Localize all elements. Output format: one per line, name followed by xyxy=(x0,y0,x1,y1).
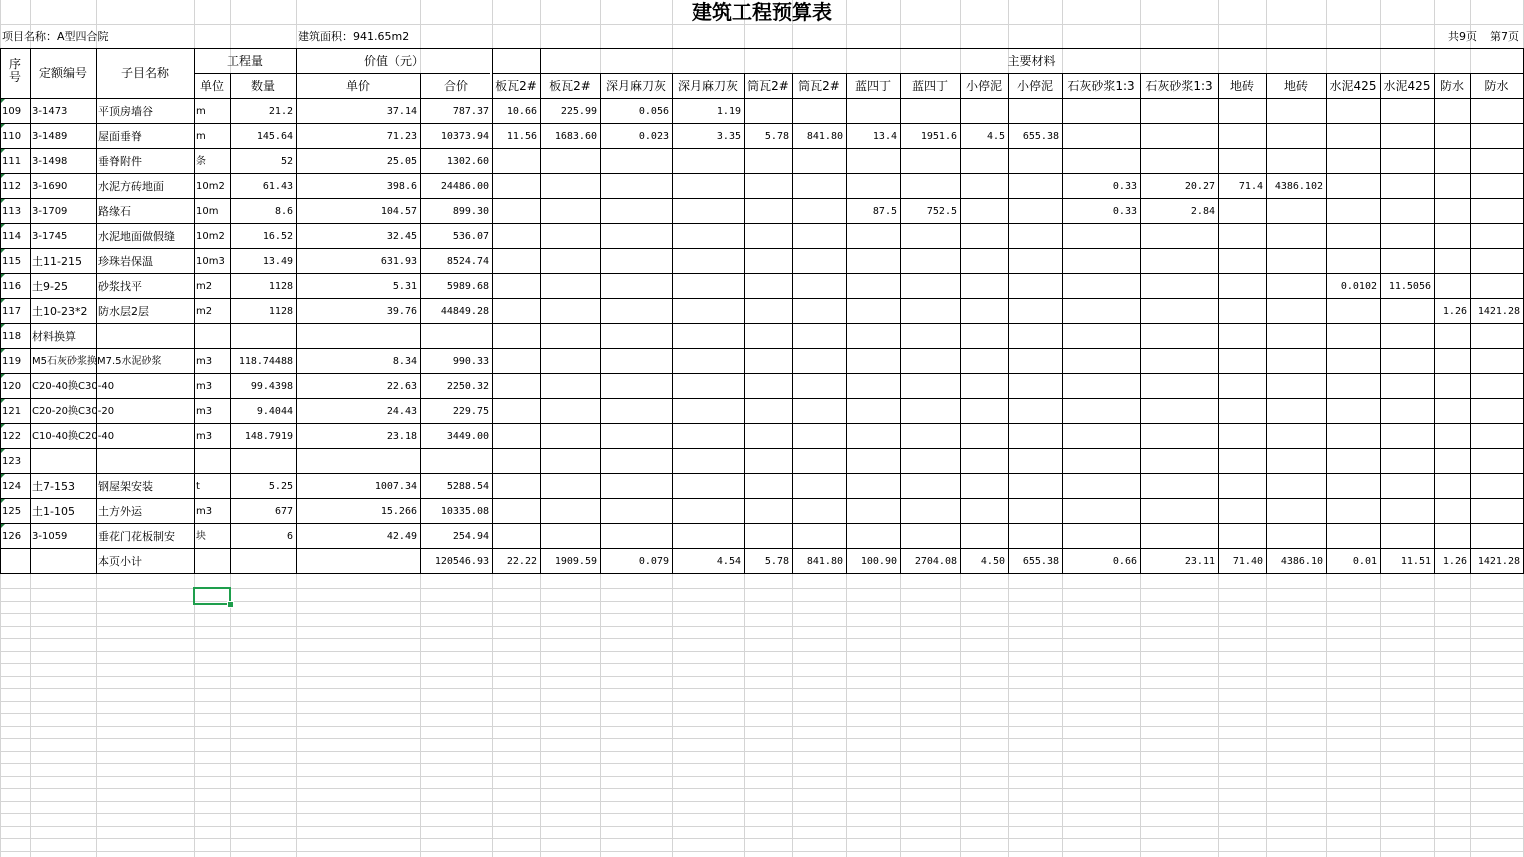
table-cell: 1.26 xyxy=(1442,306,1467,317)
table-cell: C20-40换C30-40 xyxy=(32,381,115,392)
table-cell: 8524.74 xyxy=(446,256,489,267)
row-number: 118 xyxy=(2,331,22,342)
table-cell: 20.27 xyxy=(1184,181,1215,192)
row-number: 126 xyxy=(2,531,22,542)
grid-line xyxy=(0,663,1524,664)
table-cell: 土1-105 xyxy=(32,505,75,518)
table-border xyxy=(230,73,231,574)
row-number: 116 xyxy=(2,281,22,292)
table-border xyxy=(1434,73,1435,574)
grid-line xyxy=(0,726,1524,727)
grid-line xyxy=(0,801,1524,802)
selected-cell[interactable] xyxy=(193,587,231,605)
header-material: 地砖 xyxy=(1229,80,1254,93)
table-border xyxy=(744,73,745,574)
header-seq: 序号 xyxy=(8,58,21,84)
comment-marker xyxy=(1,474,5,478)
table-cell: 15.266 xyxy=(380,506,417,517)
table-cell: 1128 xyxy=(268,281,293,292)
table-border xyxy=(96,48,97,574)
table-cell: 148.7919 xyxy=(244,431,293,442)
table-cell: 1007.34 xyxy=(374,481,417,492)
table-cell: 398.6 xyxy=(386,181,417,192)
header-material: 板瓦2# xyxy=(495,80,537,93)
table-cell: 4386.102 xyxy=(1274,181,1323,192)
header-item-name: 子目名称 xyxy=(120,67,169,80)
table-cell: 屋面垂脊 xyxy=(98,130,142,143)
table-cell: 39.76 xyxy=(386,306,417,317)
table-border xyxy=(0,298,1524,299)
grid-line xyxy=(0,751,1524,752)
table-border xyxy=(0,348,1524,349)
grid-line xyxy=(0,613,1524,614)
table-border xyxy=(0,148,1524,149)
header-material: 深月麻刀灰 xyxy=(605,80,666,93)
table-border xyxy=(0,398,1524,399)
header-material: 地砖 xyxy=(1283,80,1308,93)
table-border xyxy=(792,73,793,574)
table-cell: 0.33 xyxy=(1112,181,1137,192)
subtotal-material: 100.90 xyxy=(860,556,897,567)
table-cell: 24.43 xyxy=(386,406,417,417)
table-cell: 水泥地面做假缝 xyxy=(98,230,175,243)
header-material: 深月麻刀灰 xyxy=(677,80,738,93)
table-cell: 42.49 xyxy=(386,531,417,542)
row-number: 119 xyxy=(2,356,22,367)
subtotal-material: 23.11 xyxy=(1184,556,1215,567)
table-cell: 8.34 xyxy=(392,356,417,367)
comment-marker xyxy=(1,349,5,353)
table-cell: 990.33 xyxy=(452,356,489,367)
total-pages: 共9页 xyxy=(1448,30,1477,43)
table-cell: 655.38 xyxy=(1022,131,1059,142)
subtotal-material: 4386.10 xyxy=(1280,556,1323,567)
comment-marker xyxy=(1,399,5,403)
table-cell: 3.35 xyxy=(716,131,741,142)
table-border xyxy=(194,48,195,574)
grid-line xyxy=(0,738,1524,739)
table-cell: 104.57 xyxy=(380,206,417,217)
table-cell: 土11-215 xyxy=(32,255,82,268)
comment-marker xyxy=(1,224,5,228)
table-border xyxy=(960,73,961,574)
table-cell: 5.78 xyxy=(764,131,789,142)
comment-marker xyxy=(1,124,5,128)
table-border xyxy=(0,448,1524,449)
header-total-price: 合价 xyxy=(443,80,468,93)
grid-line xyxy=(0,851,1524,852)
grid-line xyxy=(0,651,1524,652)
table-cell: 3-1489 xyxy=(32,131,68,142)
row-number: 109 xyxy=(2,106,22,117)
grid-line xyxy=(0,676,1524,677)
table-cell: 0.33 xyxy=(1112,206,1137,217)
table-cell: 145.64 xyxy=(256,131,293,142)
row-number: 123 xyxy=(2,456,22,467)
table-cell: 5288.54 xyxy=(446,481,489,492)
header-material: 防水 xyxy=(1439,80,1464,93)
grid-line xyxy=(0,826,1524,827)
table-cell: 787.37 xyxy=(452,106,489,117)
table-cell: 2250.32 xyxy=(446,381,489,392)
table-cell: 1.19 xyxy=(716,106,741,117)
project-name: 项目名称：A型四合院 xyxy=(2,30,109,43)
table-cell: 21.2 xyxy=(268,106,293,117)
table-cell: 536.07 xyxy=(452,231,489,242)
header-materials-group: 主要材料 xyxy=(1007,55,1056,68)
table-cell: 路缘石 xyxy=(98,205,131,218)
table-cell: 87.5 xyxy=(872,206,897,217)
table-cell: 752.5 xyxy=(926,206,957,217)
table-cell: 44849.28 xyxy=(440,306,489,317)
table-cell: m3 xyxy=(196,406,213,417)
table-border xyxy=(672,73,673,574)
table-border xyxy=(1140,73,1141,574)
table-border xyxy=(0,373,1524,374)
header-material: 筒瓦2# xyxy=(747,80,789,93)
comment-marker xyxy=(1,99,5,103)
grid-line xyxy=(0,688,1524,689)
selection-fill-handle[interactable] xyxy=(227,601,234,608)
table-cell: 23.18 xyxy=(386,431,417,442)
table-cell: 3449.00 xyxy=(446,431,489,442)
table-border xyxy=(0,248,1524,249)
comment-marker xyxy=(1,499,5,503)
header-material: 板瓦2# xyxy=(549,80,591,93)
table-cell: 钢屋架安装 xyxy=(98,480,153,493)
grid-line xyxy=(0,838,1524,839)
table-border xyxy=(1470,73,1471,574)
table-cell: 677 xyxy=(274,506,293,517)
table-border xyxy=(0,223,1524,224)
table-cell: 10.66 xyxy=(506,106,537,117)
row-number: 117 xyxy=(2,306,22,317)
table-cell: 25.05 xyxy=(386,156,417,167)
table-cell: 8.6 xyxy=(274,206,293,217)
subtotal-material: 1421.28 xyxy=(1477,556,1520,567)
comment-marker xyxy=(1,374,5,378)
table-cell: 平顶房墙谷 xyxy=(98,105,153,118)
subtotal-material: 0.079 xyxy=(638,556,669,567)
table-cell: 37.14 xyxy=(386,106,417,117)
table-cell: 3-1709 xyxy=(32,206,68,217)
table-border xyxy=(0,98,1524,99)
table-cell: 垂脊附件 xyxy=(98,155,142,168)
row-number: 113 xyxy=(2,206,22,217)
grid-line xyxy=(0,638,1524,639)
table-cell: 垂花门花板制安 xyxy=(98,530,175,543)
table-cell: 0.056 xyxy=(638,106,669,117)
grid-line xyxy=(0,701,1524,702)
header-material: 水泥425 xyxy=(1383,80,1431,93)
table-cell: 16.52 xyxy=(262,231,293,242)
subtotal-material: 4.54 xyxy=(716,556,741,567)
table-cell: 3-1745 xyxy=(32,231,68,242)
building-area: 建筑面积：941.65m2 xyxy=(298,30,410,43)
table-cell: m3 xyxy=(196,356,213,367)
table-cell: 118.74488 xyxy=(238,356,293,367)
row-number: 122 xyxy=(2,431,22,442)
table-cell: 1128 xyxy=(268,306,293,317)
table-border xyxy=(0,323,1524,324)
table-border xyxy=(0,473,1524,474)
subtotal-material: 71.40 xyxy=(1232,556,1263,567)
table-border xyxy=(0,423,1524,424)
table-border xyxy=(0,573,1524,574)
header-material: 防水 xyxy=(1484,80,1509,93)
table-cell: 1951.6 xyxy=(920,131,957,142)
table-border xyxy=(846,73,847,574)
grid-line xyxy=(0,788,1524,789)
table-cell: 229.75 xyxy=(452,406,489,417)
table-border xyxy=(194,73,490,74)
table-border xyxy=(1380,73,1381,574)
current-page: 第7页 xyxy=(1490,30,1519,43)
subtotal-material: 841.80 xyxy=(806,556,843,567)
table-cell: m2 xyxy=(196,306,213,317)
header-unit: 单位 xyxy=(199,80,224,93)
table-cell: 99.4398 xyxy=(250,381,293,392)
header-unit-price: 单价 xyxy=(345,80,370,93)
table-border xyxy=(0,198,1524,199)
table-border xyxy=(1218,73,1219,574)
comment-marker xyxy=(1,199,5,203)
comment-marker xyxy=(1,174,5,178)
comment-marker xyxy=(1,274,5,278)
table-cell: 3-1059 xyxy=(32,531,68,542)
comment-marker xyxy=(1,299,5,303)
subtotal-material: 5.78 xyxy=(764,556,789,567)
subtotal-material: 4.50 xyxy=(980,556,1005,567)
comment-marker xyxy=(1,424,5,428)
table-cell: 11.5056 xyxy=(1388,281,1431,292)
table-border xyxy=(0,123,1524,124)
row-number: 114 xyxy=(2,231,22,242)
header-material: 水泥425 xyxy=(1329,80,1377,93)
table-cell: m3 xyxy=(196,506,213,517)
table-cell: 22.63 xyxy=(386,381,417,392)
table-cell: m3 xyxy=(196,381,213,392)
subtotal-material: 0.01 xyxy=(1352,556,1377,567)
table-cell: 1302.60 xyxy=(446,156,489,167)
table-border xyxy=(0,173,1524,174)
header-material: 石灰砂浆1:3 xyxy=(1067,80,1135,93)
header-material: 筒瓦2# xyxy=(798,80,840,93)
table-border xyxy=(1062,73,1063,574)
table-cell: 254.94 xyxy=(452,531,489,542)
subtotal-material: 1909.59 xyxy=(554,556,597,567)
header-material: 石灰砂浆1:3 xyxy=(1145,80,1213,93)
header-quota-code: 定额编号 xyxy=(38,67,87,80)
table-cell: 10m3 xyxy=(196,256,225,267)
row-number: 115 xyxy=(2,256,22,267)
grid-line xyxy=(0,626,1524,627)
table-cell: 10m2 xyxy=(196,181,225,192)
table-cell: M5石灰砂浆换M7.5水泥砂浆 xyxy=(32,356,162,367)
table-cell: 52 xyxy=(280,156,293,167)
comment-marker xyxy=(1,324,5,328)
table-cell: 32.45 xyxy=(386,231,417,242)
table-cell: 9.4044 xyxy=(256,406,293,417)
table-cell: 71.23 xyxy=(386,131,417,142)
subtotal-material: 22.22 xyxy=(506,556,537,567)
table-border xyxy=(0,548,1524,549)
subtotal-material: 2704.08 xyxy=(914,556,957,567)
table-border xyxy=(900,73,901,574)
row-number: 110 xyxy=(2,131,22,142)
subtotal-material: 11.51 xyxy=(1400,556,1431,567)
table-cell: t xyxy=(196,481,200,492)
table-cell: 899.30 xyxy=(452,206,489,217)
table-cell: 条 xyxy=(196,156,206,167)
table-border xyxy=(420,73,421,574)
table-cell: 砂浆找平 xyxy=(98,280,142,293)
comment-marker xyxy=(1,149,5,153)
grid-line xyxy=(0,776,1524,777)
header-amount: 数量 xyxy=(250,80,275,93)
table-cell: 防水层2层 xyxy=(98,305,149,318)
subtotal-total: 120546.93 xyxy=(434,556,489,567)
table-cell: C10-40换C20-40 xyxy=(32,431,115,442)
table-border xyxy=(0,48,1524,49)
row-number: 124 xyxy=(2,481,22,492)
table-cell: 11.56 xyxy=(506,131,537,142)
table-cell: 土10-23*2 xyxy=(32,305,88,318)
row-number: 112 xyxy=(2,181,22,192)
table-cell: 13.4 xyxy=(872,131,897,142)
table-cell: 5.25 xyxy=(268,481,293,492)
table-border xyxy=(0,273,1524,274)
table-cell: 3-1690 xyxy=(32,181,68,192)
subtotal-material: 655.38 xyxy=(1022,556,1059,567)
grid-line xyxy=(0,24,1524,25)
table-border xyxy=(1326,73,1327,574)
table-cell: 24486.00 xyxy=(440,181,489,192)
table-cell: C20-20换C30-20 xyxy=(32,406,115,417)
comment-marker xyxy=(1,249,5,253)
table-cell: 水泥方砖地面 xyxy=(98,180,164,193)
table-cell: m xyxy=(196,106,206,117)
table-cell: 6 xyxy=(286,531,293,542)
table-cell: 土9-25 xyxy=(32,280,68,293)
header-material: 小停泥 xyxy=(1016,80,1053,93)
header-quantity-group: 工程量 xyxy=(226,55,263,68)
table-border xyxy=(296,48,297,574)
table-cell: 珍珠岩保温 xyxy=(98,255,153,268)
table-cell: 土方外运 xyxy=(98,505,142,518)
table-cell: 2.84 xyxy=(1190,206,1215,217)
table-cell: m xyxy=(196,131,206,142)
table-cell: m3 xyxy=(196,431,213,442)
row-number: 120 xyxy=(2,381,22,392)
row-number: 121 xyxy=(2,406,22,417)
table-cell: 材料换算 xyxy=(32,330,76,343)
table-cell: 1683.60 xyxy=(554,131,597,142)
subtotal-material: 1.26 xyxy=(1442,556,1467,567)
table-cell: 4.5 xyxy=(986,131,1005,142)
table-cell: 10335.08 xyxy=(440,506,489,517)
table-cell: 13.49 xyxy=(262,256,293,267)
grid-line xyxy=(0,763,1524,764)
table-cell: 3-1473 xyxy=(32,106,68,117)
subtotal-label: 本页小计 xyxy=(98,555,142,568)
table-cell: 61.43 xyxy=(262,181,293,192)
table-cell: 10m2 xyxy=(196,231,225,242)
table-cell: 3-1498 xyxy=(32,156,68,167)
table-cell: 5.31 xyxy=(392,281,417,292)
table-border xyxy=(540,48,541,574)
row-number: 125 xyxy=(2,506,22,517)
comment-marker xyxy=(1,449,5,453)
table-cell: 土7-153 xyxy=(32,480,75,493)
table-cell: 块 xyxy=(196,531,206,542)
header-material: 小停泥 xyxy=(965,80,1002,93)
table-cell: 0.0102 xyxy=(1340,281,1377,292)
table-cell: 841.80 xyxy=(806,131,843,142)
header-material: 蓝四丁 xyxy=(854,80,891,93)
table-border xyxy=(30,48,31,574)
header-value-group: 价值（元） xyxy=(363,55,424,68)
comment-marker xyxy=(1,524,5,528)
table-border xyxy=(0,498,1524,499)
table-border xyxy=(492,48,493,574)
table-cell: 5989.68 xyxy=(446,281,489,292)
table-cell: m2 xyxy=(196,281,213,292)
table-border xyxy=(1008,73,1009,574)
table-cell: 1421.28 xyxy=(1477,306,1520,317)
row-number: 111 xyxy=(2,156,22,167)
table-cell: 10m xyxy=(196,206,219,217)
table-cell: 0.023 xyxy=(638,131,669,142)
grid-line xyxy=(0,813,1524,814)
table-border xyxy=(600,73,601,574)
sheet-title: 建筑工程预算表 xyxy=(692,0,832,24)
table-cell: 71.4 xyxy=(1238,181,1263,192)
grid-line xyxy=(0,713,1524,714)
table-cell: 631.93 xyxy=(380,256,417,267)
header-material: 蓝四丁 xyxy=(911,80,948,93)
table-cell: 10373.94 xyxy=(440,131,489,142)
table-cell: 225.99 xyxy=(560,106,597,117)
table-border xyxy=(0,523,1524,524)
table-border xyxy=(1266,73,1267,574)
subtotal-material: 0.66 xyxy=(1112,556,1137,567)
